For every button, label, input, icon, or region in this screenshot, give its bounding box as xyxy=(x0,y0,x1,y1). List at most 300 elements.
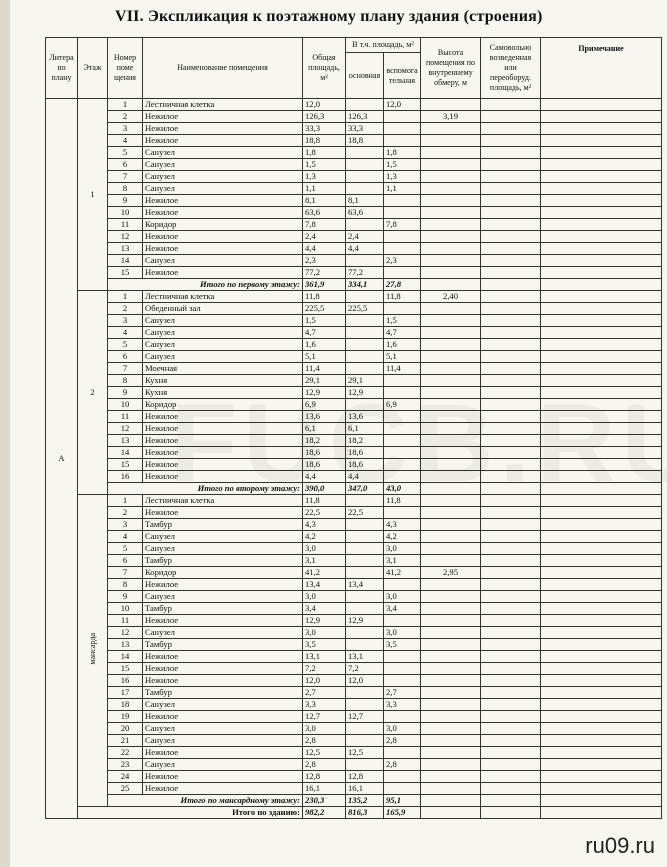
table-row xyxy=(46,207,662,219)
aux-area: 7,8 xyxy=(384,219,421,231)
room-number: 16 xyxy=(108,471,143,483)
aux-area xyxy=(384,663,421,675)
note-cell xyxy=(541,207,662,219)
floor-label: мансарда xyxy=(88,633,97,665)
aux-area xyxy=(384,771,421,783)
table-row xyxy=(46,159,662,171)
aux-area xyxy=(384,231,421,243)
aux-area: 1,3 xyxy=(384,171,421,183)
room-number: 5 xyxy=(108,147,143,159)
total-area: 11,4 xyxy=(303,363,346,375)
self-built-area xyxy=(481,663,541,675)
note-cell xyxy=(541,675,662,687)
room-name: Тамбур xyxy=(143,555,303,567)
room-height xyxy=(421,759,481,771)
main-area xyxy=(346,519,384,531)
aux-area: 3,3 xyxy=(384,699,421,711)
note-cell xyxy=(541,255,662,267)
subtotal-height xyxy=(421,279,481,291)
aux-area: 1,5 xyxy=(384,159,421,171)
room-number: 11 xyxy=(108,615,143,627)
table-row xyxy=(46,519,662,531)
self-built-area xyxy=(481,543,541,555)
note-cell xyxy=(541,315,662,327)
floor-cell xyxy=(78,495,108,807)
main-area xyxy=(346,759,384,771)
room-number: 2 xyxy=(108,111,143,123)
subtotal-row xyxy=(46,279,662,291)
room-number: 3 xyxy=(108,123,143,135)
room-height xyxy=(421,135,481,147)
room-name: Тамбур xyxy=(143,519,303,531)
note-cell xyxy=(541,219,662,231)
aux-area: 4,2 xyxy=(384,531,421,543)
aux-area: 3,0 xyxy=(384,591,421,603)
floor-label: 1 xyxy=(90,189,95,199)
table-row xyxy=(46,507,662,519)
room-number: 21 xyxy=(108,735,143,747)
subtotal-label: Итого по второму этажу: xyxy=(108,483,303,495)
table-row xyxy=(46,99,662,111)
room-name: Нежилое xyxy=(143,435,303,447)
room-number: 2 xyxy=(108,303,143,315)
main-area: 18,6 xyxy=(346,447,384,459)
subtotal-main: 347,0 xyxy=(346,483,384,495)
aux-area: 4,3 xyxy=(384,519,421,531)
self-built-area xyxy=(481,507,541,519)
total-area: 3,3 xyxy=(303,699,346,711)
room-height xyxy=(421,543,481,555)
self-built-area xyxy=(481,639,541,651)
aux-area xyxy=(384,711,421,723)
note-cell xyxy=(541,195,662,207)
room-number: 4 xyxy=(108,327,143,339)
table-row xyxy=(46,759,662,771)
total-area: 1,3 xyxy=(303,171,346,183)
room-height xyxy=(421,183,481,195)
room-number: 7 xyxy=(108,171,143,183)
room-height xyxy=(421,639,481,651)
room-number: 10 xyxy=(108,603,143,615)
main-area xyxy=(346,183,384,195)
room-height xyxy=(421,231,481,243)
room-name: Нежилое xyxy=(143,111,303,123)
note-cell xyxy=(541,123,662,135)
aux-area: 3,0 xyxy=(384,723,421,735)
room-height xyxy=(421,735,481,747)
total-area: 8,1 xyxy=(303,195,346,207)
room-name: Санузел xyxy=(143,723,303,735)
self-built-area xyxy=(481,579,541,591)
self-built-area xyxy=(481,135,541,147)
table-row xyxy=(46,147,662,159)
total-area: 12,0 xyxy=(303,675,346,687)
room-name: Коридор xyxy=(143,219,303,231)
floor-label: 2 xyxy=(90,387,95,397)
main-area: 13,6 xyxy=(346,411,384,423)
subtotal-self xyxy=(481,279,541,291)
self-built-area xyxy=(481,267,541,279)
grand-total-main: 816,3 xyxy=(346,807,384,819)
table-row xyxy=(46,327,662,339)
subtotal-aux: 27,8 xyxy=(384,279,421,291)
room-height: 2,95 xyxy=(421,567,481,579)
room-height xyxy=(421,507,481,519)
self-built-area xyxy=(481,615,541,627)
main-area xyxy=(346,171,384,183)
total-area: 3,5 xyxy=(303,639,346,651)
self-built-area xyxy=(481,603,541,615)
aux-area xyxy=(384,651,421,663)
room-name: Нежилое xyxy=(143,771,303,783)
note-cell xyxy=(541,771,662,783)
table-row xyxy=(46,291,662,303)
header-including-area: В т.ч. площадь, м² xyxy=(346,38,421,53)
main-area xyxy=(346,723,384,735)
table-row xyxy=(46,303,662,315)
total-area: 3,4 xyxy=(303,603,346,615)
self-built-area xyxy=(481,771,541,783)
main-area: 18,2 xyxy=(346,435,384,447)
room-name: Нежилое xyxy=(143,507,303,519)
self-built-area xyxy=(481,159,541,171)
room-height xyxy=(421,555,481,567)
self-built-area xyxy=(481,339,541,351)
aux-area: 41,2 xyxy=(384,567,421,579)
room-name: Нежилое xyxy=(143,423,303,435)
table-row xyxy=(46,543,662,555)
note-cell xyxy=(541,147,662,159)
room-number: 11 xyxy=(108,411,143,423)
table-row xyxy=(46,699,662,711)
aux-area xyxy=(384,303,421,315)
room-name: Лестничная клетка xyxy=(143,291,303,303)
table-row xyxy=(46,231,662,243)
room-name: Нежилое xyxy=(143,447,303,459)
table-row xyxy=(46,615,662,627)
aux-area xyxy=(384,135,421,147)
room-name: Тамбур xyxy=(143,639,303,651)
main-area xyxy=(346,351,384,363)
header-room-number: Номер поме щения xyxy=(108,38,143,99)
self-built-area xyxy=(481,255,541,267)
self-built-area xyxy=(481,315,541,327)
self-built-area xyxy=(481,711,541,723)
room-name: Санузел xyxy=(143,159,303,171)
room-name: Кухня xyxy=(143,375,303,387)
note-cell xyxy=(541,363,662,375)
total-area: 126,3 xyxy=(303,111,346,123)
room-name: Санузел xyxy=(143,351,303,363)
room-number: 12 xyxy=(108,627,143,639)
total-area: 18,6 xyxy=(303,459,346,471)
subtotal-total: 361,9 xyxy=(303,279,346,291)
table-header xyxy=(46,38,662,99)
table-row xyxy=(46,111,662,123)
main-area xyxy=(346,627,384,639)
note-cell xyxy=(541,723,662,735)
room-height xyxy=(421,531,481,543)
self-built-area xyxy=(481,735,541,747)
note-cell xyxy=(541,579,662,591)
grand-total-row xyxy=(46,807,662,819)
table-row xyxy=(46,363,662,375)
room-name: Нежилое xyxy=(143,123,303,135)
aux-area: 3,5 xyxy=(384,639,421,651)
room-name: Тамбур xyxy=(143,687,303,699)
note-cell xyxy=(541,267,662,279)
room-name: Санузел xyxy=(143,327,303,339)
header-height: Высота помещения по внутреннему обмеру, м xyxy=(421,38,481,99)
room-number: 9 xyxy=(108,591,143,603)
self-built-area xyxy=(481,303,541,315)
aux-area xyxy=(384,615,421,627)
header-total-area: Общая площадь, м² xyxy=(303,38,346,99)
main-area: 22,5 xyxy=(346,507,384,519)
table-row xyxy=(46,195,662,207)
main-area xyxy=(346,363,384,375)
room-name: Моечная xyxy=(143,363,303,375)
room-number: 13 xyxy=(108,435,143,447)
table-row xyxy=(46,219,662,231)
room-number: 10 xyxy=(108,207,143,219)
main-area: 8,1 xyxy=(346,195,384,207)
room-name: Санузел xyxy=(143,735,303,747)
grand-total-total: 982,2 xyxy=(303,807,346,819)
table-row xyxy=(46,687,662,699)
room-name: Лестничная клетка xyxy=(143,495,303,507)
room-height xyxy=(421,147,481,159)
note-cell xyxy=(541,687,662,699)
note-cell xyxy=(541,111,662,123)
total-area: 18,8 xyxy=(303,135,346,147)
aux-area xyxy=(384,243,421,255)
self-built-area xyxy=(481,723,541,735)
aux-area: 3,0 xyxy=(384,543,421,555)
main-area: 12,7 xyxy=(346,711,384,723)
room-number: 1 xyxy=(108,99,143,111)
room-name: Нежилое xyxy=(143,579,303,591)
aux-area: 3,1 xyxy=(384,555,421,567)
table-row xyxy=(46,711,662,723)
table-row xyxy=(46,351,662,363)
room-name: Санузел xyxy=(143,543,303,555)
note-cell xyxy=(541,99,662,111)
self-built-area xyxy=(481,591,541,603)
room-number: 6 xyxy=(108,555,143,567)
room-number: 25 xyxy=(108,783,143,795)
room-number: 2 xyxy=(108,507,143,519)
note-cell xyxy=(541,627,662,639)
note-cell xyxy=(541,159,662,171)
table-row xyxy=(46,663,662,675)
self-built-area xyxy=(481,651,541,663)
table-row xyxy=(46,651,662,663)
subtotal-label: Итого по мансардному этажу: xyxy=(108,795,303,807)
main-area xyxy=(346,591,384,603)
room-number: 6 xyxy=(108,351,143,363)
main-area xyxy=(346,639,384,651)
main-area: 63,6 xyxy=(346,207,384,219)
room-height xyxy=(421,267,481,279)
note-cell xyxy=(541,699,662,711)
aux-area: 5,1 xyxy=(384,351,421,363)
main-area xyxy=(346,531,384,543)
self-built-area xyxy=(481,567,541,579)
room-name: Нежилое xyxy=(143,711,303,723)
note-cell xyxy=(541,231,662,243)
subtotal-self xyxy=(481,795,541,807)
total-area: 4,7 xyxy=(303,327,346,339)
room-number: 13 xyxy=(108,639,143,651)
main-area: 4,4 xyxy=(346,471,384,483)
note-cell xyxy=(541,651,662,663)
main-area: 225,5 xyxy=(346,303,384,315)
room-number: 23 xyxy=(108,759,143,771)
note-cell xyxy=(541,783,662,795)
total-area: 12,5 xyxy=(303,747,346,759)
room-height xyxy=(421,603,481,615)
note-cell xyxy=(541,603,662,615)
self-built-area xyxy=(481,519,541,531)
subtotal-main: 334,1 xyxy=(346,279,384,291)
watermark xyxy=(170,380,667,507)
total-area: 12,8 xyxy=(303,771,346,783)
header-aux-area: вспомога тельная xyxy=(384,53,421,99)
room-number: 4 xyxy=(108,135,143,147)
room-height xyxy=(421,327,481,339)
main-area xyxy=(346,687,384,699)
total-area: 1,5 xyxy=(303,159,346,171)
note-cell xyxy=(541,735,662,747)
aux-area xyxy=(384,747,421,759)
room-height xyxy=(421,243,481,255)
total-area: 4,3 xyxy=(303,519,346,531)
self-built-area xyxy=(481,531,541,543)
subtotal-aux: 95,1 xyxy=(384,795,421,807)
main-area: 13,1 xyxy=(346,651,384,663)
room-name: Нежилое xyxy=(143,207,303,219)
note-cell xyxy=(541,327,662,339)
total-area: 6,9 xyxy=(303,399,346,411)
room-name: Нежилое xyxy=(143,651,303,663)
grand-total-self xyxy=(481,807,541,819)
room-height: 2,40 xyxy=(421,291,481,303)
table-row xyxy=(46,627,662,639)
main-area xyxy=(346,147,384,159)
total-area: 11,8 xyxy=(303,495,346,507)
total-area: 2,8 xyxy=(303,735,346,747)
self-built-area xyxy=(481,111,541,123)
note-cell xyxy=(541,543,662,555)
main-area: 12,9 xyxy=(346,615,384,627)
total-area: 4,2 xyxy=(303,531,346,543)
room-height xyxy=(421,207,481,219)
room-height xyxy=(421,219,481,231)
total-area: 22,5 xyxy=(303,507,346,519)
room-height xyxy=(421,591,481,603)
total-area: 4,4 xyxy=(303,471,346,483)
self-built-area xyxy=(481,747,541,759)
table-row xyxy=(46,183,662,195)
note-cell xyxy=(541,555,662,567)
main-area xyxy=(346,543,384,555)
room-name: Нежилое xyxy=(143,135,303,147)
self-built-area xyxy=(481,195,541,207)
main-area xyxy=(346,603,384,615)
main-area xyxy=(346,291,384,303)
header-litera: Литера по плану xyxy=(46,38,78,99)
aux-area xyxy=(384,783,421,795)
subtotal-note xyxy=(541,279,662,291)
room-height xyxy=(421,687,481,699)
note-cell xyxy=(541,711,662,723)
total-area: 13,6 xyxy=(303,411,346,423)
table-row xyxy=(46,603,662,615)
subtotal-row xyxy=(46,795,662,807)
room-height xyxy=(421,255,481,267)
room-number: 7 xyxy=(108,567,143,579)
room-height xyxy=(421,783,481,795)
main-area: 2,4 xyxy=(346,231,384,243)
table-row xyxy=(46,555,662,567)
total-area: 3,0 xyxy=(303,543,346,555)
note-cell xyxy=(541,591,662,603)
header-self-built: Самовольно возведенная или переоборуд. площадь, м² xyxy=(481,38,541,99)
main-area xyxy=(346,327,384,339)
main-area xyxy=(346,555,384,567)
room-number: 4 xyxy=(108,531,143,543)
room-number: 18 xyxy=(108,699,143,711)
room-name: Нежилое xyxy=(143,615,303,627)
aux-area xyxy=(384,111,421,123)
room-number: 9 xyxy=(108,387,143,399)
room-number: 3 xyxy=(108,519,143,531)
room-name: Санузел xyxy=(143,591,303,603)
total-area: 77,2 xyxy=(303,267,346,279)
note-cell xyxy=(541,507,662,519)
room-name: Санузел xyxy=(143,627,303,639)
total-area: 2,8 xyxy=(303,759,346,771)
self-built-area xyxy=(481,291,541,303)
room-height: 3,19 xyxy=(421,111,481,123)
room-height xyxy=(421,195,481,207)
main-area xyxy=(346,255,384,267)
table-row xyxy=(46,255,662,267)
self-built-area xyxy=(481,123,541,135)
main-area xyxy=(346,219,384,231)
room-height xyxy=(421,663,481,675)
header-main-area: основная xyxy=(346,53,384,99)
room-number: 10 xyxy=(108,399,143,411)
main-area: 6,1 xyxy=(346,423,384,435)
self-built-area xyxy=(481,231,541,243)
room-number: 13 xyxy=(108,243,143,255)
aux-area: 12,0 xyxy=(384,99,421,111)
main-area xyxy=(346,339,384,351)
table-row xyxy=(46,171,662,183)
self-built-area xyxy=(481,687,541,699)
room-number: 5 xyxy=(108,543,143,555)
room-height xyxy=(421,711,481,723)
self-built-area xyxy=(481,555,541,567)
total-area: 3,0 xyxy=(303,591,346,603)
aux-area: 4,7 xyxy=(384,327,421,339)
table-row xyxy=(46,639,662,651)
room-name: Санузел xyxy=(143,183,303,195)
room-name: Нежилое xyxy=(143,411,303,423)
table-row xyxy=(46,567,662,579)
